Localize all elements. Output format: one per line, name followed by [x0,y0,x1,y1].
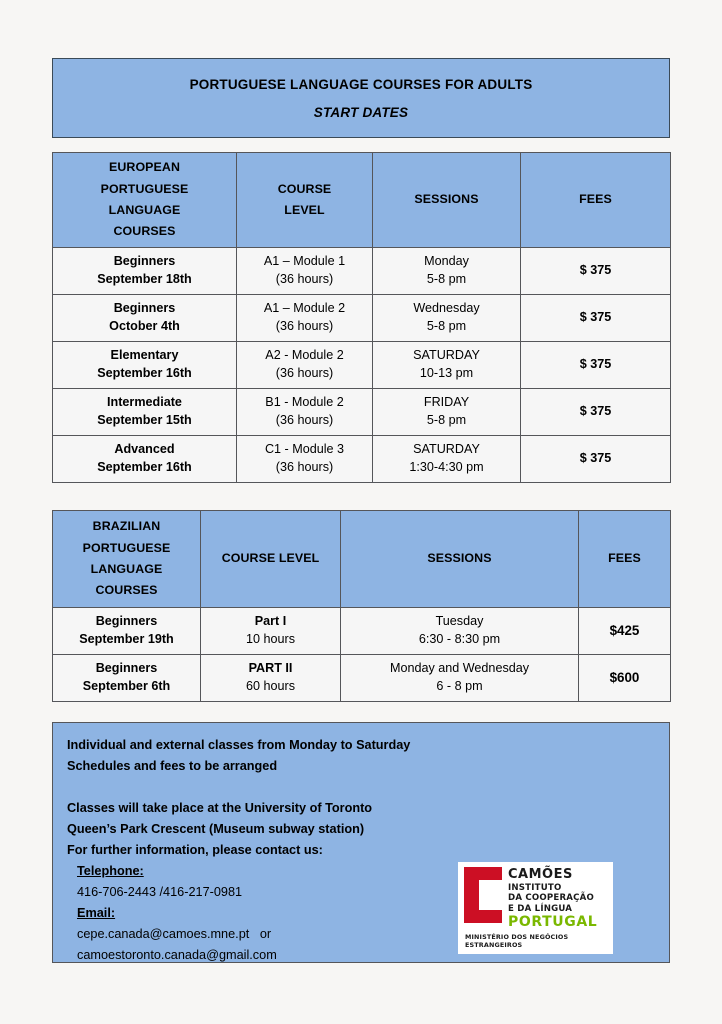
cell-session-line1: FRIDAY [423,394,470,409]
cell-session-line1: SATURDAY [413,347,480,362]
cell-session-line1: Wednesday [413,300,480,315]
cell-level-line1: B1 - Module 2 [265,394,344,409]
column-header-sessions: SESSIONS [341,511,579,608]
telephone-value[interactable]: 416-706-2443 /416-217-0981 [77,885,243,899]
column-header-course [53,153,237,248]
cell-session-line2: 1:30-4:30 pm [409,459,484,474]
cell-session-line1: Monday and Wednesday [389,660,530,675]
cell-course [53,342,237,389]
cell-course-line1: Beginners [113,300,176,315]
column-header-course-line4: COURSES [113,224,176,239]
cell-level [237,295,373,342]
email-label: Email: [77,906,116,920]
cell-session [341,608,579,655]
column-header-level-line1: COURSE [277,181,332,196]
table-row [53,655,671,702]
cell-fee: $ 375 [521,389,671,436]
cell-course-line2: September 16th [97,459,192,474]
logo-sub-line1: INSTITUTO [508,882,562,893]
cell-level [201,655,341,702]
cell-level-line2: 10 hours [245,631,295,646]
cell-course-line1: Beginners [113,253,176,268]
cell-session-line2: 5-8 pm [426,318,467,333]
table-row [53,389,671,436]
column-header-course-line2: PORTUGUESE [82,540,171,555]
info-line-individual-classes: Individual and external classes from Monday to Saturday [67,738,411,752]
logo-wordmark [508,867,597,930]
cell-course-line2: September 6th [82,678,171,693]
page-subtitle: START DATES [313,104,409,120]
cell-session [373,248,521,295]
column-header-fees: FEES [521,153,671,248]
cell-level [237,436,373,483]
email-value-primary[interactable]: cepe.canada@camoes.mne.pt or [77,927,272,941]
cell-level-line1: A1 – Module 1 [263,253,346,268]
cell-session [341,655,579,702]
cell-session-line2: 6 - 8 pm [436,678,483,693]
european-courses-table [52,152,671,483]
cell-level [201,608,341,655]
cell-session-line1: Monday [424,253,469,268]
column-header-course-line4: COURSES [95,583,158,598]
cell-course [53,655,201,702]
cell-session-line2: 5-8 pm [426,271,467,286]
cell-session [373,295,521,342]
cell-course-line2: September 18th [97,271,192,286]
table-header-row [53,511,671,608]
cell-course-line2: October 4th [109,318,180,333]
column-header-level-line2: LEVEL [284,203,325,217]
cell-course-line1: Beginners [95,660,158,675]
cell-fee: $ 375 [521,436,671,483]
cell-level-line2: (36 hours) [275,459,334,474]
table-row [53,248,671,295]
cell-fee: $ 375 [521,248,671,295]
cell-session-line2: 5-8 pm [426,412,467,427]
flyer-title-banner [52,58,670,138]
info-line-location: Classes will take place at the University of Toronto [67,801,373,815]
column-header-sessions: SESSIONS [373,153,521,248]
cell-session [373,436,521,483]
camoes-c-mark-icon [464,867,502,923]
cell-level-line1: C1 - Module 3 [264,441,345,456]
cell-level-line2: (36 hours) [275,412,334,427]
page-title: PORTUGUESE LANGUAGE COURSES FOR ADULTS [189,76,533,92]
cell-course-line1: Advanced [114,441,175,456]
info-spacer [67,777,669,798]
logo-sub-line3: E DA LÍNGUA [508,903,573,914]
info-line-schedules: Schedules and fees to be arranged [67,759,278,773]
column-header-level [237,153,373,248]
cell-level-line1: A1 – Module 2 [263,300,346,315]
table-row [53,295,671,342]
cell-course-line1: Elementary [110,347,179,362]
cell-level-line2: (36 hours) [275,318,334,333]
cell-session [373,389,521,436]
column-header-course-line1: EUROPEAN [108,160,181,175]
cell-level-line1: PART II [248,660,293,675]
column-header-course-line3: LANGUAGE [108,203,181,217]
info-line-address: Queen’s Park Crescent (Museum subway station) [67,822,365,836]
cell-session-line1: SATURDAY [413,441,480,456]
logo-top-row [464,867,609,930]
cell-level-line2: (36 hours) [275,271,334,286]
cell-fee: $ 375 [521,295,671,342]
cell-course-line1: Intermediate [107,394,182,409]
column-header-course-line1: BRAZILIAN [92,519,161,534]
table-row [53,342,671,389]
cell-course-line2: September 16th [97,365,192,380]
cell-level [237,248,373,295]
cell-fee: $ 375 [521,342,671,389]
column-header-course [53,511,201,608]
cell-level-line2: (36 hours) [275,365,334,380]
cell-course-line1: Beginners [95,613,158,628]
column-header-course-line3: LANGUAGE [90,562,163,576]
cell-session-line1: Tuesday [435,613,484,628]
column-header-level: COURSE LEVEL [201,511,341,608]
logo-sub-line2: DA COOPERAÇÃO [508,893,594,904]
cell-level [237,342,373,389]
cell-course-line2: September 15th [97,412,192,427]
cell-course [53,248,237,295]
column-header-course-line2: PORTUGUESE [100,181,189,196]
cell-fee: $425 [579,608,671,655]
cell-course [53,295,237,342]
logo-name: CAMÕES [508,867,573,882]
cell-course-line2: September 19th [79,631,174,646]
cell-fee: $600 [579,655,671,702]
cell-session-line2: 10-13 pm [419,365,474,380]
cell-level-line1: Part I [254,613,287,628]
column-header-fees: FEES [579,511,671,608]
table-row [53,608,671,655]
logo-country: PORTUGAL [508,914,598,930]
camoes-logo [458,862,613,954]
cell-course [53,608,201,655]
info-line-contact-prompt: For further information, please contact us: [67,843,323,857]
brazilian-courses-table [52,510,671,702]
cell-level [237,389,373,436]
cell-session [373,342,521,389]
table-row [53,436,671,483]
cell-course [53,436,237,483]
table-header-row [53,153,671,248]
cell-session-line2: 6:30 - 8:30 pm [418,631,501,646]
telephone-label: Telephone: [77,864,144,878]
logo-ministry-line: MINISTÉRIO DOS NEGÓCIOS ESTRANGEIROS [465,932,569,949]
cell-level-line2: 60 hours [245,678,295,693]
cell-level-line1: A2 - Module 2 [265,347,344,362]
email-value-secondary[interactable]: camoestoronto.canada@gmail.com [77,948,277,962]
cell-course [53,389,237,436]
